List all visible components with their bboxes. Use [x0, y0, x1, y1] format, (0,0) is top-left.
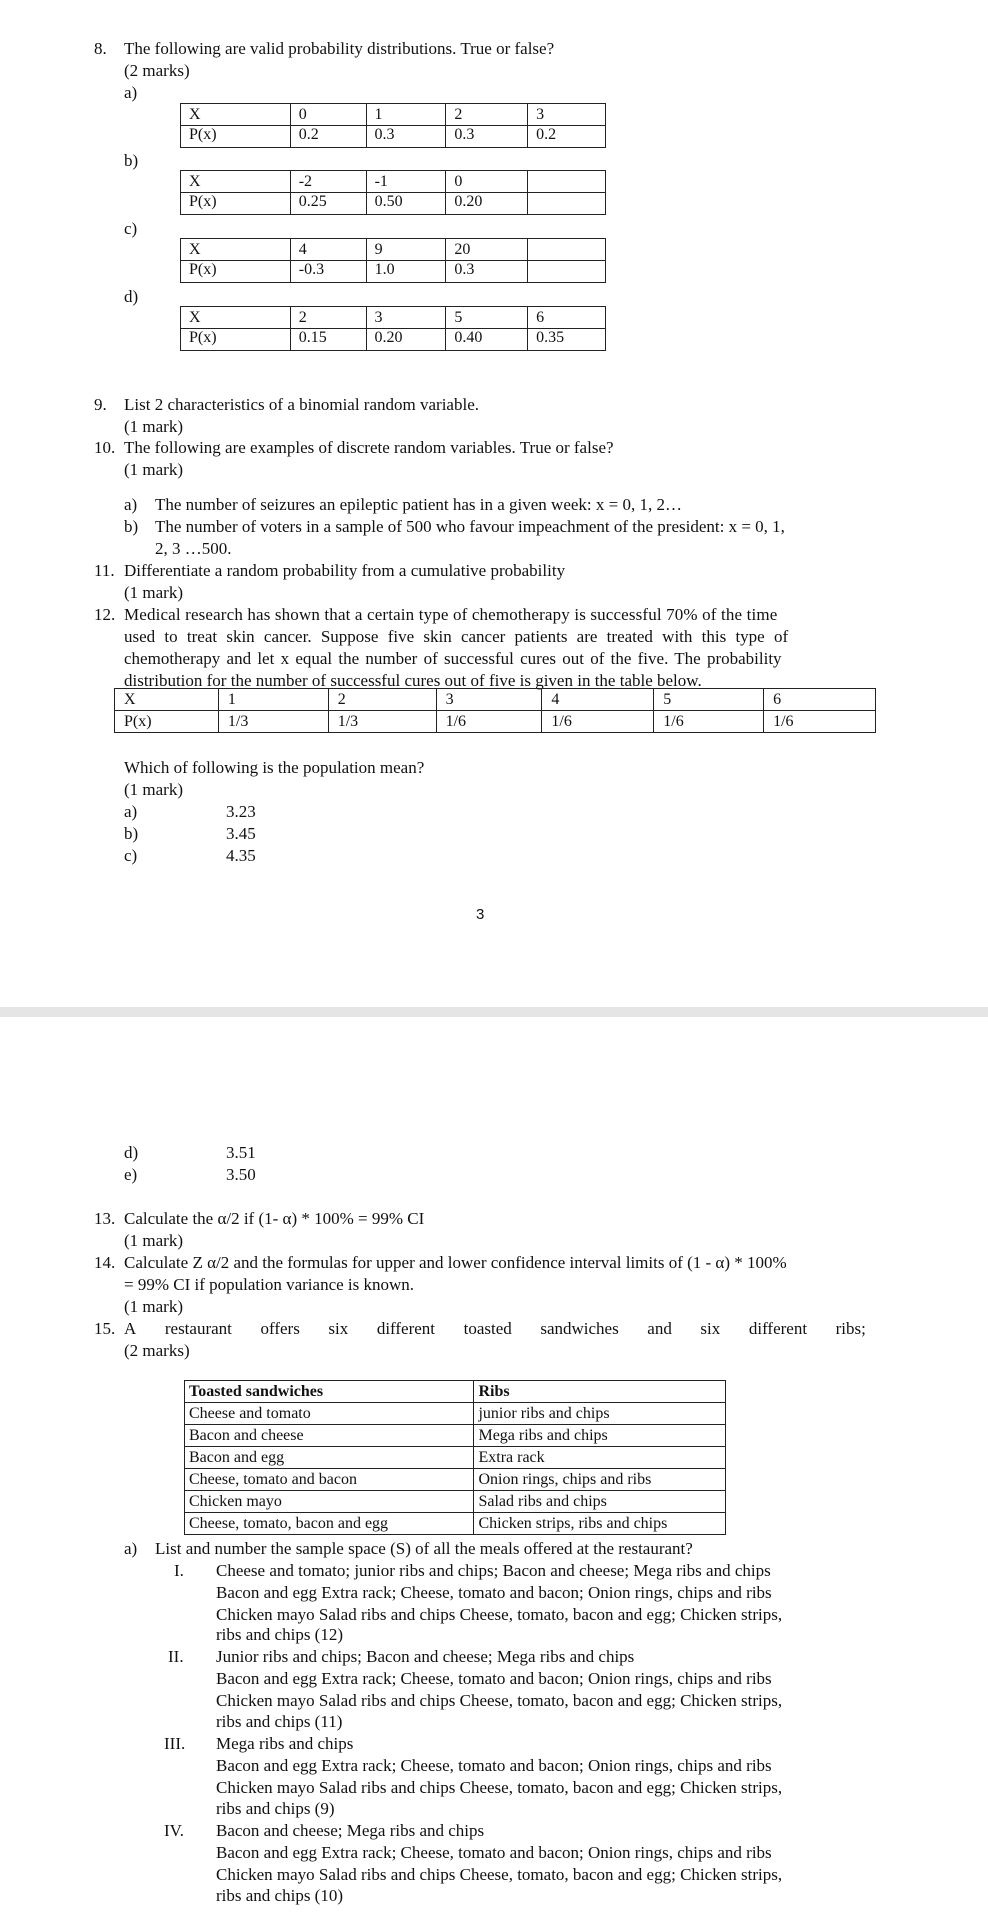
- answer-line: Bacon and cheese; Mega ribs and chips: [216, 1821, 485, 1840]
- table-cell: 0.50: [366, 193, 446, 215]
- option-label: a): [124, 495, 138, 514]
- page-number: 3: [476, 906, 485, 923]
- answer-line: ribs and chips (10): [216, 1886, 344, 1905]
- table-cell: 1/6: [654, 711, 764, 733]
- word: six: [328, 1319, 349, 1338]
- table-cell: 0.35: [528, 329, 606, 351]
- question-text: List and number the sample space (S) of all the meals offered at the restaurant?: [155, 1539, 693, 1558]
- option-text: The number of voters in a sample of 500 who favour impeachment of the president: x = 0, 1,: [155, 517, 785, 536]
- table-row: [181, 261, 606, 283]
- question-text: used to treat skin cancer. Suppose five skin cancer patients are treated with this type of: [124, 627, 789, 646]
- table-header: P(x): [181, 126, 291, 148]
- word: A: [124, 1319, 137, 1338]
- question-text: distribution for the number of successful cures out of five is given in the table below.: [124, 671, 702, 690]
- question-marks: (1 mark): [124, 583, 184, 602]
- option-label: d): [124, 287, 139, 306]
- table-row: [185, 1447, 726, 1469]
- table-row: [185, 1491, 726, 1513]
- option-label: a): [124, 1539, 138, 1558]
- answer-line: ribs and chips (12): [216, 1625, 344, 1644]
- word: offers: [260, 1319, 300, 1338]
- question-text: Medical research has shown that a certain type of chemotherapy is successful 70% of the time: [124, 605, 778, 624]
- question-marks: (1 mark): [124, 1231, 184, 1250]
- table-row: [181, 307, 606, 329]
- table-cell: 0.20: [446, 193, 528, 215]
- table-row: [181, 193, 606, 215]
- question-number: 9.: [94, 395, 107, 414]
- answer-line: ribs and chips (11): [216, 1712, 343, 1731]
- table-cell: [528, 193, 606, 215]
- question-text: List 2 characteristics of a binomial random variable.: [124, 395, 479, 414]
- table-header: X: [181, 307, 291, 329]
- question-text: Differentiate a random probability from a cumulative probability: [124, 561, 566, 580]
- table-row: [181, 126, 606, 148]
- roman-numeral: I.: [174, 1561, 184, 1580]
- question-marks: (1 mark): [124, 780, 184, 799]
- table-cell: 0: [446, 171, 528, 193]
- table-row: [115, 711, 876, 733]
- table-cell: 2: [328, 689, 436, 711]
- table-cell: Cheese and tomato: [185, 1403, 474, 1425]
- option-label: d): [124, 1143, 139, 1162]
- question-number: 8.: [94, 39, 107, 58]
- table-cell: 2: [446, 104, 528, 126]
- option-value: 3.45: [226, 824, 256, 843]
- table-row: [185, 1403, 726, 1425]
- question-text: = 99% CI if population variance is known.: [124, 1275, 415, 1294]
- table-cell: 4: [290, 239, 366, 261]
- question-text: Which of following is the population mean?: [124, 758, 425, 777]
- question-marks: (1 mark): [124, 1297, 184, 1316]
- answer-line: Cheese and tomato; junior ribs and chips; Bacon and cheese; Mega ribs and chips: [216, 1561, 771, 1580]
- table-cell: Chicken strips, ribs and chips: [474, 1513, 726, 1535]
- table-row: [181, 104, 606, 126]
- table-cell: 0.3: [446, 126, 528, 148]
- option-value: 4.35: [226, 846, 256, 865]
- answer-line: Chicken mayo Salad ribs and chips Cheese, tomato, bacon and egg; Chicken strips,: [216, 1605, 783, 1624]
- table-cell: 1.0: [366, 261, 446, 283]
- question-text: Calculate Z α/2 and the formulas for upper and lower confidence interval limits of (1 - α) * 100%: [124, 1253, 787, 1272]
- table-row: [185, 1425, 726, 1447]
- table-header: X: [115, 689, 219, 711]
- roman-numeral: III.: [164, 1734, 186, 1753]
- table-cell: 1: [218, 689, 328, 711]
- option-label: c): [124, 846, 138, 865]
- answer-line: Bacon and egg Extra rack; Cheese, tomato and bacon; Onion rings, chips and ribs: [216, 1669, 772, 1688]
- distribution-table-c: [180, 238, 606, 283]
- question-number: 14.: [94, 1253, 116, 1272]
- table-cell: 0: [290, 104, 366, 126]
- question-marks: (1 mark): [124, 417, 184, 436]
- table-header: X: [181, 171, 291, 193]
- question-marks: (1 mark): [124, 460, 184, 479]
- table-cell: 3: [436, 689, 542, 711]
- option-label: b): [124, 517, 139, 536]
- table-row: [115, 689, 876, 711]
- table-cell: 5: [446, 307, 528, 329]
- answer-line: Chicken mayo Salad ribs and chips Cheese, tomato, bacon and egg; Chicken strips,: [216, 1865, 783, 1884]
- table-cell: Cheese, tomato, bacon and egg: [185, 1513, 474, 1535]
- answer-line: Bacon and egg Extra rack; Cheese, tomato and bacon; Onion rings, chips and ribs: [216, 1756, 772, 1775]
- option-label: c): [124, 219, 138, 238]
- word: sandwiches: [540, 1319, 619, 1338]
- table-header: Toasted sandwiches: [185, 1381, 474, 1403]
- question-number: 12.: [94, 605, 116, 624]
- table-row: [181, 171, 606, 193]
- question-number: 13.: [94, 1209, 116, 1228]
- table-row: [181, 329, 606, 351]
- word: ribs;: [835, 1319, 866, 1338]
- option-text-continued: 2, 3 …500.: [155, 539, 232, 558]
- table-row: [185, 1469, 726, 1491]
- table-row: [185, 1513, 726, 1535]
- question-number: 15.: [94, 1319, 116, 1338]
- answer-line: Bacon and egg Extra rack; Cheese, tomato and bacon; Onion rings, chips and ribs: [216, 1843, 772, 1862]
- option-value: 3.50: [226, 1165, 256, 1184]
- table-cell: Extra rack: [474, 1447, 726, 1469]
- table-header: P(x): [181, 261, 291, 283]
- table-cell: 1/3: [218, 711, 328, 733]
- table-cell: [528, 261, 606, 283]
- table-row: [181, 239, 606, 261]
- answer-line: Chicken mayo Salad ribs and chips Cheese, tomato, bacon and egg; Chicken strips,: [216, 1691, 783, 1710]
- answer-line: Chicken mayo Salad ribs and chips Cheese, tomato, bacon and egg; Chicken strips,: [216, 1778, 783, 1797]
- table-cell: -1: [366, 171, 446, 193]
- table-header: P(x): [181, 329, 291, 351]
- table-cell: 5: [654, 689, 764, 711]
- cures-distribution-table: [114, 688, 876, 733]
- restaurant-menu-table: [184, 1380, 726, 1535]
- word: six: [700, 1319, 721, 1338]
- word: and: [647, 1319, 672, 1338]
- option-value: 3.51: [226, 1143, 256, 1162]
- word: different: [748, 1319, 808, 1338]
- page-separator: [0, 1007, 988, 1017]
- table-cell: 1/6: [764, 711, 876, 733]
- roman-numeral: II.: [168, 1647, 184, 1666]
- distribution-table-b: [180, 170, 606, 215]
- table-cell: Onion rings, chips and ribs: [474, 1469, 726, 1491]
- table-cell: 1/3: [328, 711, 436, 733]
- table-cell: -2: [290, 171, 366, 193]
- table-cell: [528, 239, 606, 261]
- roman-numeral: IV.: [164, 1821, 184, 1840]
- table-cell: 9: [366, 239, 446, 261]
- table-cell: 6: [764, 689, 876, 711]
- table-row: [185, 1381, 726, 1403]
- option-label: b): [124, 151, 139, 170]
- question-number: 11.: [94, 561, 115, 580]
- table-header: X: [181, 239, 291, 261]
- option-text: The number of seizures an epileptic patient has in a given week: x = 0, 1, 2…: [155, 495, 682, 514]
- table-cell: 0.25: [290, 193, 366, 215]
- question-text: Calculate the α/2 if (1- α) * 100% = 99% CI: [124, 1209, 425, 1228]
- answer-line: Mega ribs and chips: [216, 1734, 354, 1753]
- table-cell: 0.20: [366, 329, 446, 351]
- table-cell: 1: [366, 104, 446, 126]
- question-text: The following are valid probability distributions. True or false?: [124, 39, 555, 58]
- answer-line: Junior ribs and chips; Bacon and cheese; Mega ribs and chips: [216, 1647, 635, 1666]
- table-cell: 4: [542, 689, 654, 711]
- answer-line: ribs and chips (9): [216, 1799, 335, 1818]
- table-header: P(x): [115, 711, 219, 733]
- table-cell: 1/6: [436, 711, 542, 733]
- table-cell: [528, 171, 606, 193]
- table-cell: 1/6: [542, 711, 654, 733]
- table-cell: Bacon and egg: [185, 1447, 474, 1469]
- table-cell: 0.40: [446, 329, 528, 351]
- question-text: [124, 1318, 866, 1339]
- question-text: The following are examples of discrete random variables. True or false?: [124, 438, 614, 457]
- question-text: chemotherapy and let x equal the number of successful cures out of the five. The probability: [124, 649, 782, 668]
- table-cell: 2: [290, 307, 366, 329]
- table-cell: 0.15: [290, 329, 366, 351]
- word: toasted: [463, 1319, 512, 1338]
- table-cell: 0.3: [446, 261, 528, 283]
- table-cell: Bacon and cheese: [185, 1425, 474, 1447]
- table-cell: 0.2: [528, 126, 606, 148]
- question-number: 10.: [94, 438, 116, 457]
- option-label: a): [124, 83, 138, 102]
- table-cell: 3: [366, 307, 446, 329]
- option-label: e): [124, 1165, 138, 1184]
- answer-line: Bacon and egg Extra rack; Cheese, tomato and bacon; Onion rings, chips and ribs: [216, 1583, 772, 1602]
- option-label: a): [124, 802, 138, 821]
- word: restaurant: [164, 1319, 232, 1338]
- table-cell: Salad ribs and chips: [474, 1491, 726, 1513]
- distribution-table-a: [180, 103, 606, 148]
- table-cell: 6: [528, 307, 606, 329]
- word: different: [376, 1319, 436, 1338]
- table-cell: junior ribs and chips: [474, 1403, 726, 1425]
- table-header: Ribs: [474, 1381, 726, 1403]
- table-cell: Mega ribs and chips: [474, 1425, 726, 1447]
- question-marks: (2 marks): [124, 1341, 190, 1360]
- option-label: b): [124, 824, 139, 843]
- table-cell: 0.3: [366, 126, 446, 148]
- table-cell: Cheese, tomato and bacon: [185, 1469, 474, 1491]
- table-cell: -0.3: [290, 261, 366, 283]
- table-header: P(x): [181, 193, 291, 215]
- table-header: X: [181, 104, 291, 126]
- option-value: 3.23: [226, 802, 256, 821]
- table-cell: 20: [446, 239, 528, 261]
- distribution-table-d: [180, 306, 606, 351]
- table-cell: Chicken mayo: [185, 1491, 474, 1513]
- question-marks: (2 marks): [124, 61, 190, 80]
- table-cell: 0.2: [290, 126, 366, 148]
- table-cell: 3: [528, 104, 606, 126]
